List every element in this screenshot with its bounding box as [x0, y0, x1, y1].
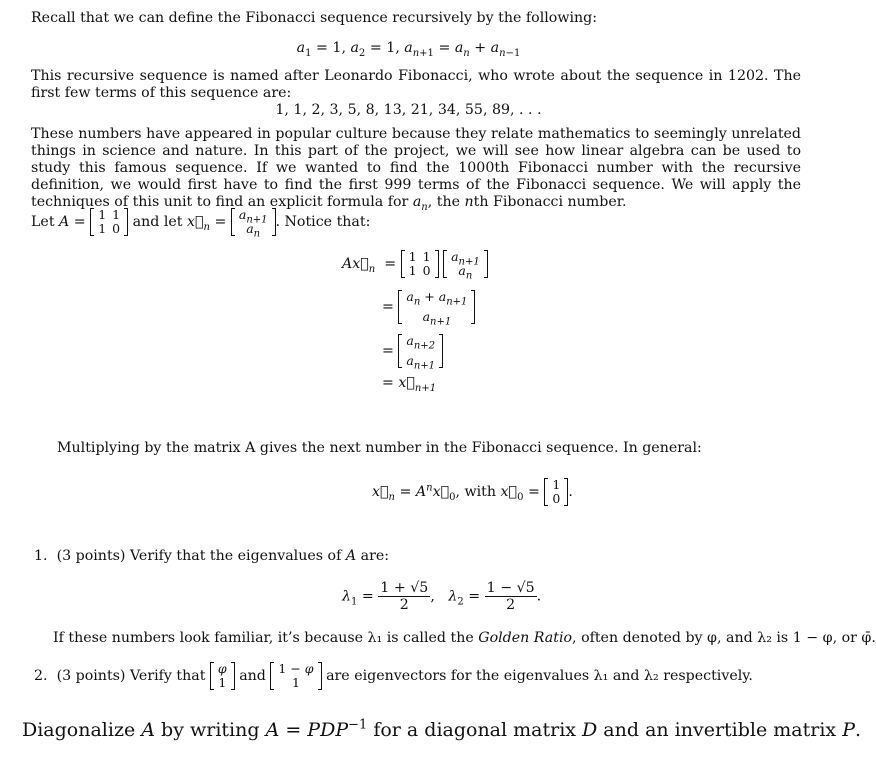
question-2: 2. (3 points) Verify that φ 1 and 1 − φ 1 are eigenvectors for the eigenvalues λ₁ and λ₂ respectively.	[34, 661, 753, 690]
diag-text-e: .	[854, 719, 862, 741]
vector-xn: $a_{n+1}$ $a_n$	[231, 208, 276, 236]
derivation-line-2: = $a_n + a_{n+1}$ $a_{n+1}$	[382, 290, 475, 324]
sequence-terms: 1, 1, 2, 3, 5, 8, 13, 21, 34, 55, 89, . . .	[275, 102, 542, 118]
question-2-text-a: (3 points) Verify that	[56, 668, 210, 684]
matrix-a: 1 1 1 0	[90, 208, 128, 236]
and-let-label: and let	[132, 214, 187, 230]
general-equation: $x⃗_n$ = $A^nx⃗_0$, with $x⃗_0$ = 1 0 .	[372, 477, 573, 506]
golden-ratio-text	[53, 630, 876, 647]
question-2-text-b: and	[239, 668, 271, 684]
let-label: Let	[31, 214, 60, 230]
history-paragraph: This recursive sequence is named after Leonardo Fibonacci, who wrote about the sequence in 1202. The first few terms of this sequence are:	[31, 68, 801, 101]
derivation-line-1: $Ax⃗_n$ = 1 1 1 0 $a_{n+1}$ $a_n$	[342, 250, 488, 278]
question-1-text-a: (3 points) Verify that the eigenvalues of	[56, 548, 346, 564]
motivation-part-b: , the	[427, 194, 465, 210]
derivation-line-3: = $a_{n+2}$ $a_{n+1}$	[382, 334, 443, 368]
question-2-text-c: are eigenvectors for the eigenvalues λ₁ and λ₂ respectively.	[326, 668, 753, 684]
multiply-text: Multiplying by the matrix A gives the next number in the Fibonacci sequence. In general:	[57, 440, 702, 456]
motivation-paragraph: These numbers have appeared in popular culture because they relate mathematics to seemingly unrelated things in science and nature. In this part of the project, we will see how linear algebra can be used to study this famous sequence. If we wanted to find the 1000th Fibonacci number with the recursive definition, we would first have to find the first 999 terms of the Fibonacci sequence. We will apply the techniques of this unit to find an explicit formula for $a_n$, the nth Fibonacci number.	[31, 126, 801, 213]
diagonalize-instruction: Diagonalize A by writing $A = PDP^{-1}$ for a diagonal matrix D and an invertible matrix P.	[22, 717, 862, 741]
derivation-line-4: = $x⃗_{n+1}$	[382, 375, 437, 394]
golden-ratio-term: Golden Ratio	[478, 630, 573, 646]
recursion-equation: $a_1 = 1$, $a_2 = 1$, $a_{n+1} = a_n + a_{n-1}$	[296, 40, 521, 59]
diag-text-a: Diagonalize	[22, 719, 142, 741]
with-label: , with	[455, 484, 501, 500]
eigenvalues-equation: $\lambda_1$ = $\frac{1 + √5}{2}$ , $\lambda_2$ = $\frac{1 - √5}{2}$ .	[342, 580, 542, 613]
golden-text-c: , often denoted by φ, and λ₂ is 1 − φ, or φ̄.	[572, 630, 876, 646]
diag-text-b: by writing	[155, 719, 266, 741]
question-1-number: 1.	[34, 548, 48, 564]
golden-text-a: If these numbers look familiar, it’s because λ₁ is called the	[53, 630, 479, 646]
intro-text: Recall that we can define the Fibonacci sequence recursively by the following:	[31, 10, 598, 26]
question-1-text-b: are:	[356, 548, 390, 564]
question-2-number: 2.	[34, 668, 48, 684]
definition-line: Let A = 1 1 1 0 and let $x⃗_n$ = $a_{n+1}$ $a_n$ . Notice that:	[31, 207, 371, 240]
motivation-part-c: th Fibonacci number.	[473, 194, 627, 210]
question-1: 1. (3 points) Verify that the eigenvalues of A are:	[34, 548, 390, 564]
diag-text-c: for a diagonal matrix	[367, 719, 583, 741]
motivation-part-a: These numbers have appeared in popular culture because they relate mathematics to seemingly unrelated things in science and nature. In this part of the project, we will see how linear algebra can be used to study this famous sequence. If we wanted to find the 1000th Fibonacci number with the recursive definition, we would first have to find the first 999 terms of the Fibonacci sequence. We will apply the techniques of this unit to find an explicit formula for	[31, 126, 801, 210]
notice-label: . Notice that:	[275, 214, 371, 230]
diag-text-d: and an invertible matrix	[597, 719, 843, 741]
